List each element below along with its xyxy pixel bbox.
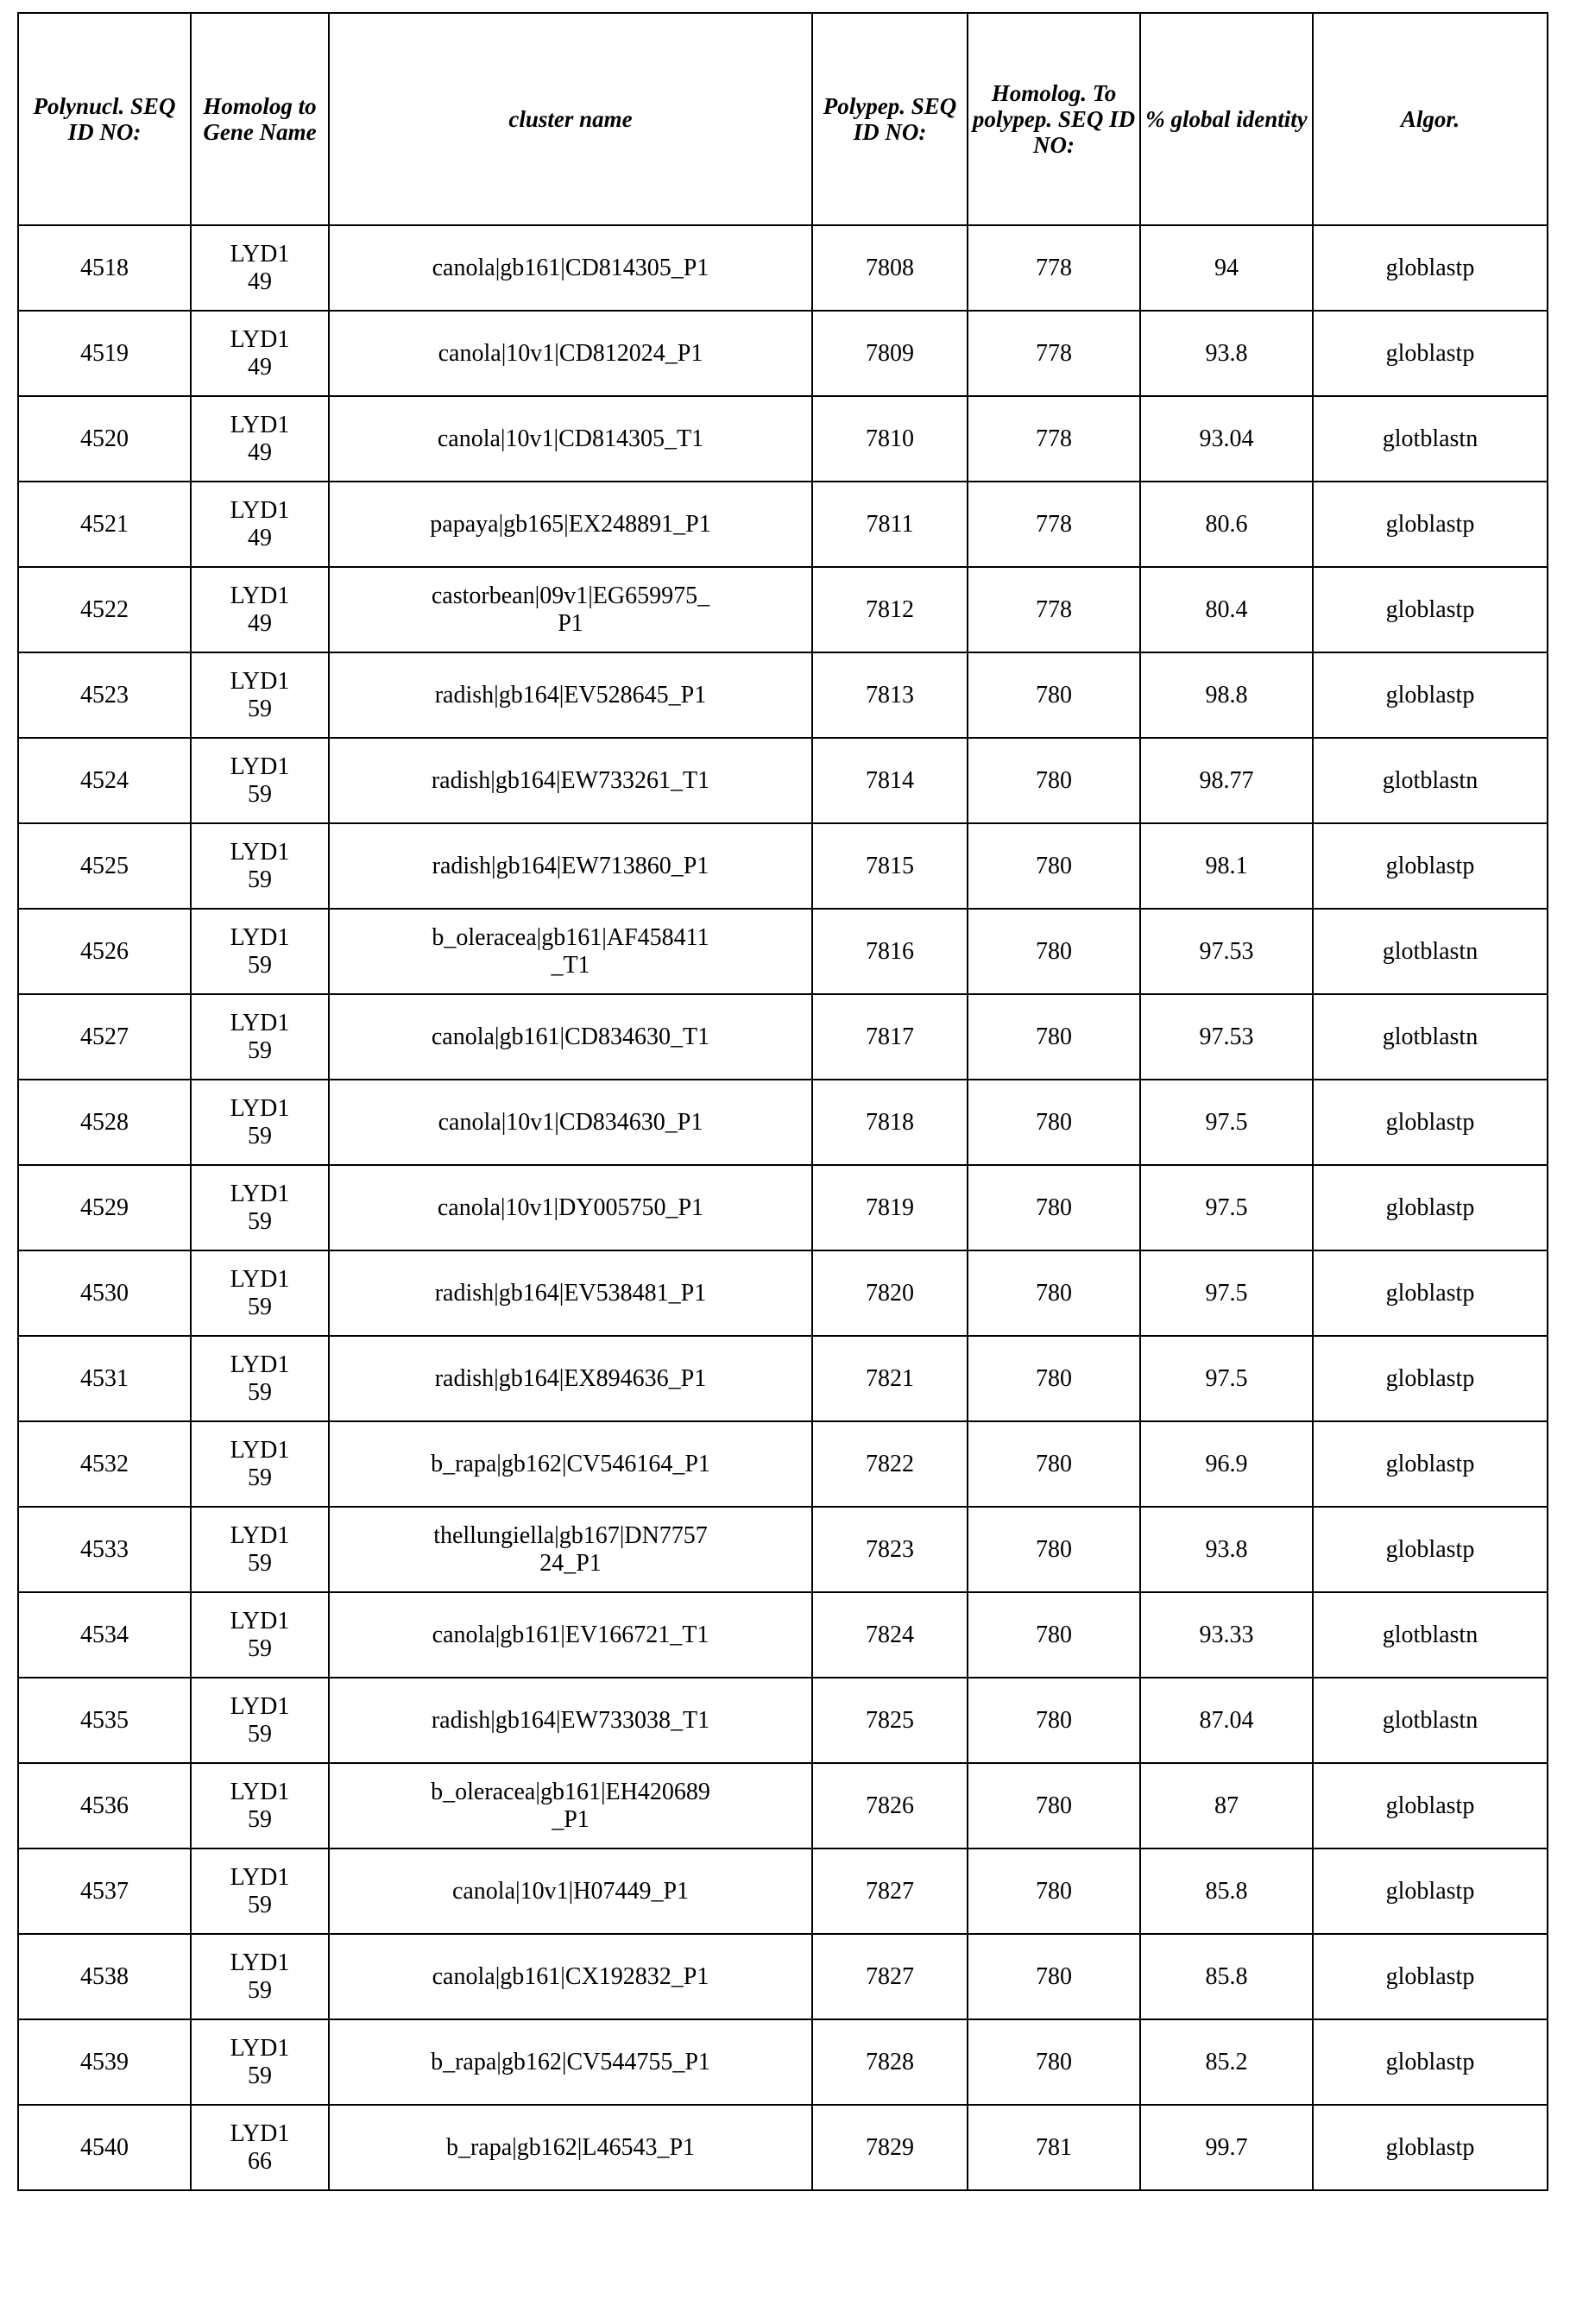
column-header-polypep-seq-id [812, 13, 968, 225]
cell-polynucl-seq-id: 4538 [18, 1934, 191, 2019]
cell-homolog-polypep-seq-id: 780 [968, 1250, 1140, 1336]
cell-percent-global-identity: 87.04 [1140, 1678, 1313, 1763]
cell-cluster-name: canola|10v1|CD814305_T1 [329, 396, 812, 482]
cell-polypep-seq-id: 7824 [812, 1592, 968, 1678]
cell-percent-global-identity: 93.33 [1140, 1592, 1313, 1678]
cell-cluster-name: canola|10v1|DY005750_P1 [329, 1165, 812, 1250]
cell-homolog-polypep-seq-id: 780 [968, 652, 1140, 738]
cell-cluster-name: radish|gb164|EW713860_P1 [329, 823, 812, 909]
table-row [18, 1763, 1548, 1848]
cell-homolog-polypep-seq-id: 780 [968, 1934, 1140, 2019]
cell-polynucl-seq-id: 4522 [18, 567, 191, 652]
cell-algorithm: globlastp [1313, 1934, 1548, 2019]
cell-homolog-gene-name: LYD1 59 [191, 1848, 329, 1934]
table-row [18, 2019, 1548, 2105]
column-header-percent-global-identity-label: % global identity [1145, 105, 1308, 132]
cell-polynucl-seq-id: 4534 [18, 1592, 191, 1678]
cell-percent-global-identity: 97.5 [1140, 1250, 1313, 1336]
cell-cluster-name: radish|gb164|EX894636_P1 [329, 1336, 812, 1421]
cell-polypep-seq-id: 7828 [812, 2019, 968, 2105]
cell-polypep-seq-id: 7816 [812, 909, 968, 994]
cell-cluster-name: papaya|gb165|EX248891_P1 [329, 482, 812, 567]
cell-cluster-name: canola|10v1|CD812024_P1 [329, 311, 812, 396]
cell-percent-global-identity: 87 [1140, 1763, 1313, 1848]
cell-homolog-polypep-seq-id: 780 [968, 1592, 1140, 1678]
cell-polynucl-seq-id: 4536 [18, 1763, 191, 1848]
cell-homolog-gene-name: LYD1 59 [191, 1250, 329, 1336]
cell-percent-global-identity: 93.8 [1140, 1507, 1313, 1592]
cell-homolog-gene-name: LYD1 59 [191, 1934, 329, 2019]
cell-homolog-gene-name: LYD1 59 [191, 1507, 329, 1592]
cell-cluster-name: b_rapa|gb162|L46543_P1 [329, 2105, 812, 2190]
column-header-polynucl-seq-id [18, 13, 191, 225]
table-row [18, 823, 1548, 909]
table-row [18, 1592, 1548, 1678]
cell-polynucl-seq-id: 4535 [18, 1678, 191, 1763]
cell-polynucl-seq-id: 4528 [18, 1080, 191, 1165]
cell-cluster-name: canola|gb161|CD834630_T1 [329, 994, 812, 1080]
cell-algorithm: globlastp [1313, 311, 1548, 396]
column-header-homolog-polypep-seq-id [968, 13, 1140, 225]
cell-cluster-name: radish|gb164|EV538481_P1 [329, 1250, 812, 1336]
cell-polynucl-seq-id: 4518 [18, 225, 191, 311]
cell-cluster-name: b_oleracea|gb161|EH420689 _P1 [329, 1763, 812, 1848]
table-row [18, 1848, 1548, 1934]
cell-polypep-seq-id: 7829 [812, 2105, 968, 2190]
cell-polypep-seq-id: 7827 [812, 1848, 968, 1934]
cell-homolog-gene-name: LYD1 49 [191, 311, 329, 396]
cell-polypep-seq-id: 7815 [812, 823, 968, 909]
table-body [18, 225, 1548, 2190]
cell-algorithm: glotblastn [1313, 738, 1548, 823]
cell-polypep-seq-id: 7819 [812, 1165, 968, 1250]
cell-polynucl-seq-id: 4520 [18, 396, 191, 482]
column-header-polynucl-seq-id-label: Polynucl. SEQ ID NO: [33, 92, 176, 145]
cell-polynucl-seq-id: 4537 [18, 1848, 191, 1934]
cell-homolog-polypep-seq-id: 780 [968, 909, 1140, 994]
cell-homolog-gene-name: LYD1 59 [191, 1763, 329, 1848]
cell-cluster-name: radish|gb164|EW733261_T1 [329, 738, 812, 823]
cell-algorithm: globlastp [1313, 482, 1548, 567]
cell-homolog-polypep-seq-id: 780 [968, 994, 1140, 1080]
cell-percent-global-identity: 99.7 [1140, 2105, 1313, 2190]
cell-homolog-polypep-seq-id: 780 [968, 1763, 1140, 1848]
table-row [18, 1080, 1548, 1165]
cell-percent-global-identity: 85.2 [1140, 2019, 1313, 2105]
table-row [18, 652, 1548, 738]
cell-homolog-polypep-seq-id: 780 [968, 1678, 1140, 1763]
cell-polypep-seq-id: 7817 [812, 994, 968, 1080]
cell-percent-global-identity: 97.53 [1140, 909, 1313, 994]
cell-algorithm: globlastp [1313, 1250, 1548, 1336]
column-header-algorithm [1313, 13, 1548, 225]
cell-algorithm: glotblastn [1313, 994, 1548, 1080]
cell-homolog-gene-name: LYD1 49 [191, 396, 329, 482]
table-row [18, 482, 1548, 567]
cell-percent-global-identity: 85.8 [1140, 1848, 1313, 1934]
cell-homolog-gene-name: LYD1 59 [191, 1678, 329, 1763]
cell-homolog-gene-name: LYD1 59 [191, 1080, 329, 1165]
cell-cluster-name: thellungiella|gb167|DN7757 24_P1 [329, 1507, 812, 1592]
cell-homolog-gene-name: LYD1 66 [191, 2105, 329, 2190]
cell-cluster-name: radish|gb164|EW733038_T1 [329, 1678, 812, 1763]
table-row [18, 738, 1548, 823]
cell-algorithm: globlastp [1313, 1507, 1548, 1592]
cell-percent-global-identity: 97.5 [1140, 1080, 1313, 1165]
table-header [18, 13, 1548, 225]
cell-polypep-seq-id: 7826 [812, 1763, 968, 1848]
cell-cluster-name: b_rapa|gb162|CV544755_P1 [329, 2019, 812, 2105]
table-row [18, 1165, 1548, 1250]
cell-homolog-polypep-seq-id: 778 [968, 567, 1140, 652]
cell-percent-global-identity: 96.9 [1140, 1421, 1313, 1507]
cell-polypep-seq-id: 7812 [812, 567, 968, 652]
cell-percent-global-identity: 80.6 [1140, 482, 1313, 567]
cell-homolog-gene-name: LYD1 59 [191, 652, 329, 738]
cell-percent-global-identity: 98.1 [1140, 823, 1313, 909]
cell-cluster-name: canola|gb161|CD814305_P1 [329, 225, 812, 311]
cell-percent-global-identity: 94 [1140, 225, 1313, 311]
cell-homolog-gene-name: LYD1 49 [191, 567, 329, 652]
cell-polynucl-seq-id: 4533 [18, 1507, 191, 1592]
cell-polynucl-seq-id: 4532 [18, 1421, 191, 1507]
cell-homolog-polypep-seq-id: 778 [968, 225, 1140, 311]
cell-algorithm: globlastp [1313, 1336, 1548, 1421]
table-row [18, 1421, 1548, 1507]
cell-polypep-seq-id: 7821 [812, 1336, 968, 1421]
table-row [18, 1250, 1548, 1336]
cell-polynucl-seq-id: 4523 [18, 652, 191, 738]
cell-polypep-seq-id: 7827 [812, 1934, 968, 2019]
cell-algorithm: globlastp [1313, 2105, 1548, 2190]
cell-percent-global-identity: 97.5 [1140, 1165, 1313, 1250]
cell-homolog-polypep-seq-id: 778 [968, 396, 1140, 482]
cell-percent-global-identity: 80.4 [1140, 567, 1313, 652]
cell-cluster-name: castorbean|09v1|EG659975_ P1 [329, 567, 812, 652]
cell-homolog-gene-name: LYD1 59 [191, 994, 329, 1080]
cell-homolog-polypep-seq-id: 778 [968, 482, 1140, 567]
cell-homolog-gene-name: LYD1 59 [191, 1592, 329, 1678]
table-row [18, 225, 1548, 311]
cell-polynucl-seq-id: 4531 [18, 1336, 191, 1421]
cell-homolog-polypep-seq-id: 778 [968, 311, 1140, 396]
cell-homolog-polypep-seq-id: 780 [968, 823, 1140, 909]
cell-polynucl-seq-id: 4540 [18, 2105, 191, 2190]
column-header-cluster-name-label: cluster name [508, 105, 633, 132]
table-row [18, 2105, 1548, 2190]
cell-algorithm: globlastp [1313, 652, 1548, 738]
cell-algorithm: globlastp [1313, 1848, 1548, 1934]
column-header-percent-global-identity [1140, 13, 1313, 225]
cell-homolog-polypep-seq-id: 780 [968, 1507, 1140, 1592]
cell-cluster-name: canola|gb161|EV166721_T1 [329, 1592, 812, 1678]
sequence-homology-table [17, 12, 1548, 2191]
cell-polypep-seq-id: 7825 [812, 1678, 968, 1763]
cell-algorithm: globlastp [1313, 567, 1548, 652]
cell-polynucl-seq-id: 4524 [18, 738, 191, 823]
column-header-cluster-name [329, 13, 812, 225]
cell-cluster-name: canola|10v1|H07449_P1 [329, 1848, 812, 1934]
cell-algorithm: globlastp [1313, 225, 1548, 311]
table-row [18, 994, 1548, 1080]
cell-percent-global-identity: 85.8 [1140, 1934, 1313, 2019]
cell-polynucl-seq-id: 4530 [18, 1250, 191, 1336]
column-header-homolog-gene-name-label: Homolog to Gene Name [203, 92, 317, 145]
table-row [18, 1934, 1548, 2019]
cell-polypep-seq-id: 7809 [812, 311, 968, 396]
cell-algorithm: globlastp [1313, 1763, 1548, 1848]
cell-algorithm: glotblastn [1313, 1592, 1548, 1678]
cell-percent-global-identity: 97.5 [1140, 1336, 1313, 1421]
cell-algorithm: globlastp [1313, 1165, 1548, 1250]
cell-algorithm: globlastp [1313, 823, 1548, 909]
cell-polynucl-seq-id: 4539 [18, 2019, 191, 2105]
table-row [18, 1507, 1548, 1592]
cell-homolog-gene-name: LYD1 59 [191, 909, 329, 994]
cell-homolog-gene-name: LYD1 59 [191, 1165, 329, 1250]
column-header-algorithm-label: Algor. [1400, 105, 1460, 132]
cell-polypep-seq-id: 7822 [812, 1421, 968, 1507]
table-row [18, 1678, 1548, 1763]
table-row [18, 396, 1548, 482]
table-row [18, 1336, 1548, 1421]
cell-algorithm: globlastp [1313, 1421, 1548, 1507]
cell-homolog-gene-name: LYD1 59 [191, 2019, 329, 2105]
cell-homolog-gene-name: LYD1 59 [191, 1336, 329, 1421]
cell-polypep-seq-id: 7823 [812, 1507, 968, 1592]
cell-polypep-seq-id: 7811 [812, 482, 968, 567]
cell-homolog-polypep-seq-id: 780 [968, 1848, 1140, 1934]
cell-polynucl-seq-id: 4519 [18, 311, 191, 396]
cell-homolog-gene-name: LYD1 59 [191, 1421, 329, 1507]
cell-percent-global-identity: 93.8 [1140, 311, 1313, 396]
cell-algorithm: glotblastn [1313, 1678, 1548, 1763]
cell-homolog-gene-name: LYD1 49 [191, 482, 329, 567]
cell-percent-global-identity: 97.53 [1140, 994, 1313, 1080]
cell-polypep-seq-id: 7813 [812, 652, 968, 738]
cell-homolog-gene-name: LYD1 49 [191, 225, 329, 311]
cell-cluster-name: canola|gb161|CX192832_P1 [329, 1934, 812, 2019]
cell-polypep-seq-id: 7808 [812, 225, 968, 311]
cell-percent-global-identity: 98.77 [1140, 738, 1313, 823]
cell-cluster-name: b_oleracea|gb161|AF458411 _T1 [329, 909, 812, 994]
cell-homolog-polypep-seq-id: 780 [968, 738, 1140, 823]
cell-cluster-name: radish|gb164|EV528645_P1 [329, 652, 812, 738]
cell-polynucl-seq-id: 4527 [18, 994, 191, 1080]
cell-polypep-seq-id: 7818 [812, 1080, 968, 1165]
cell-homolog-polypep-seq-id: 780 [968, 1336, 1140, 1421]
cell-cluster-name: canola|10v1|CD834630_P1 [329, 1080, 812, 1165]
cell-percent-global-identity: 93.04 [1140, 396, 1313, 482]
cell-polynucl-seq-id: 4521 [18, 482, 191, 567]
column-header-polypep-seq-id-label: Polypep. SEQ ID NO: [823, 92, 957, 145]
column-header-homolog-polypep-seq-id-label: Homolog. To polypep. SEQ ID NO: [972, 79, 1136, 159]
cell-cluster-name: b_rapa|gb162|CV546164_P1 [329, 1421, 812, 1507]
column-header-homolog-gene-name [191, 13, 329, 225]
cell-polypep-seq-id: 7810 [812, 396, 968, 482]
table-header-row [18, 13, 1548, 225]
cell-polynucl-seq-id: 4529 [18, 1165, 191, 1250]
cell-polynucl-seq-id: 4525 [18, 823, 191, 909]
table-row [18, 567, 1548, 652]
cell-homolog-polypep-seq-id: 780 [968, 2019, 1140, 2105]
cell-homolog-polypep-seq-id: 780 [968, 1421, 1140, 1507]
cell-homolog-polypep-seq-id: 780 [968, 1165, 1140, 1250]
cell-algorithm: glotblastn [1313, 909, 1548, 994]
cell-polynucl-seq-id: 4526 [18, 909, 191, 994]
cell-homolog-gene-name: LYD1 59 [191, 738, 329, 823]
cell-polypep-seq-id: 7820 [812, 1250, 968, 1336]
cell-homolog-polypep-seq-id: 781 [968, 2105, 1140, 2190]
cell-homolog-gene-name: LYD1 59 [191, 823, 329, 909]
cell-algorithm: glotblastn [1313, 396, 1548, 482]
cell-algorithm: globlastp [1313, 2019, 1548, 2105]
cell-percent-global-identity: 98.8 [1140, 652, 1313, 738]
cell-polypep-seq-id: 7814 [812, 738, 968, 823]
table-row [18, 909, 1548, 994]
table-row [18, 311, 1548, 396]
cell-algorithm: globlastp [1313, 1080, 1548, 1165]
cell-homolog-polypep-seq-id: 780 [968, 1080, 1140, 1165]
